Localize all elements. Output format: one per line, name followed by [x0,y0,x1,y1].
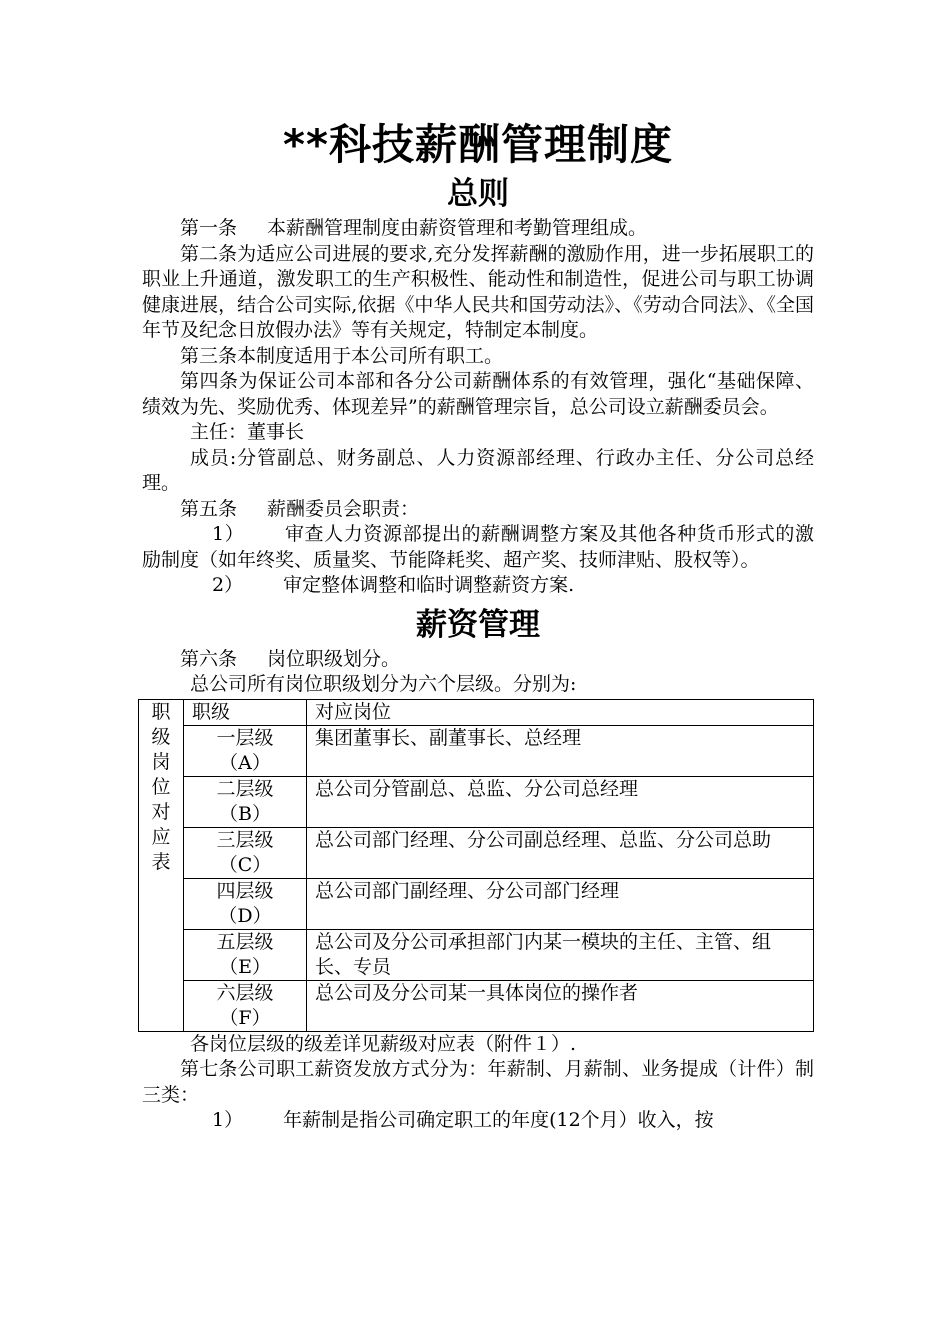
duty-2 [142,573,814,599]
position-cell: 总公司及分公司承担部门内某一模块的主任、主管、组长、专员 [307,929,814,980]
article-6-text: 岗位职级划分。 [267,647,401,670]
position-cell: 集团董事长、副董事长、总经理 [307,725,814,776]
table-header-row [139,699,814,725]
table-row [139,725,814,776]
article-6-label: 第六条 [180,647,238,670]
level-cell: 三层级 （C） [184,827,307,878]
pay-method-1-text: 年薪制是指公司确定职工的年度(12个月）收入，按 [283,1109,714,1131]
table-row [139,878,814,929]
article-6-intro: 总公司所有岗位职级划分为六个层级。分别为: [190,673,577,695]
document-page [142,118,814,1134]
article-5-label: 第五条 [180,497,238,520]
article-1-text: 本薪酬管理制度由薪资管理和考勤管理组成。 [267,217,648,239]
position-cell: 总公司部门经理、分公司副总经理、总监、分公司总助 [307,827,814,878]
article-4: 第四条为保证公司本部和各分公司薪酬体系的有效管理，强化“基础保障、绩效为先、奖励优秀、体现差异”的薪酬管理宗旨，总公司设立薪酬委员会。 [142,370,814,418]
duty-2-text: 审定整体调整和临时调整薪资方案. [283,574,575,596]
table-side-label: 职 级 岗 位 对 应 表 [139,699,184,1031]
article-1 [142,216,814,242]
section-heading-salary: 薪资管理 [416,606,540,643]
table-note: 各岗位层级的级差详见薪级对应表（附件１）. [190,1032,577,1055]
grade-position-table [138,699,814,1032]
article-2: 第二条为适应公司进展的要求,充分发挥薪酬的激励作用，进一步拓展职工的职业上升通道，激发职工的生产积极性、能动性和制造性，促进公司与职工协调健康进展，结合公司实际,依据《中华人民共和国劳动法》、《劳动合同法》、《全国年节及纪念日放假办法》等有关规定，特制定本制度。 [142,242,814,341]
article-6 [142,647,814,673]
level-cell: 四层级 （D） [184,878,307,929]
table-row [139,776,814,827]
column-header-position: 对应岗位 [307,699,814,725]
document-title: **科技薪酬管理制度 [283,120,673,169]
committee-director: 主任：董事长 [190,421,305,443]
duty-1-text: 审查人力资源部提出的薪酬调整方案及其他各种货币形式的激励制度（如年终奖、质量奖、节能降耗奖、超产奖、技师津贴、股权等）。 [142,523,814,571]
article-5 [142,497,814,523]
position-cell: 总公司分管副总、总监、分公司总经理 [307,776,814,827]
section-heading-general: 总则 [447,176,509,212]
level-cell: 二层级 （B） [184,776,307,827]
table-row [139,827,814,878]
column-header-level: 职级 [184,699,307,725]
table-row [139,980,814,1031]
article-7: 第七条公司职工薪资发放方式分为：年薪制、月薪制、业务提成（计件）制三类： [142,1058,814,1106]
table-row [139,929,814,980]
duty-1-number: 1） [212,523,245,545]
level-cell: 六层级 （F） [184,980,307,1031]
level-cell: 五层级 （E） [184,929,307,980]
article-5-text: 薪酬委员会职责： [267,497,420,520]
pay-method-1 [142,1108,814,1134]
level-cell: 一层级 （A） [184,725,307,776]
committee-members: 成员:分管副总、财务副总、人力资源部经理、行政办主任、分公司总经理。 [142,446,814,494]
duty-1 [142,522,814,573]
position-cell: 总公司部门副经理、分公司部门经理 [307,878,814,929]
position-cell: 总公司及分公司某一具体岗位的操作者 [307,980,814,1031]
pay-method-1-number: 1） [212,1109,244,1131]
article-1-label: 第一条 [180,217,238,239]
duty-2-number: 2） [212,574,244,596]
article-3: 第三条本制度适用于本公司所有职工。 [180,344,504,367]
